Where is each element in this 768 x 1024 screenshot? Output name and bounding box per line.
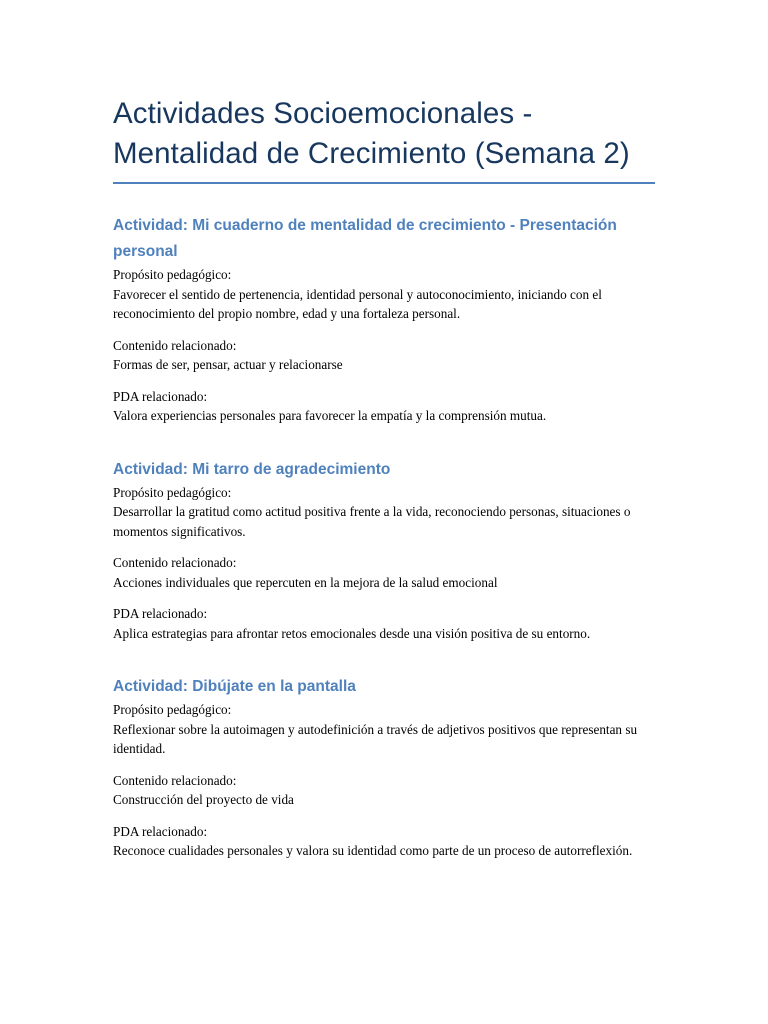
activity-heading: Actividad: Mi cuaderno de mentalidad de crecimiento - Presentación personal: [113, 217, 617, 260]
pda-text: Valora experiencias personales para favorecer la empatía y la comprensión mutua.: [113, 408, 547, 423]
content-field: [113, 771, 656, 810]
activity-heading: Actividad: Mi tarro de agradecimiento: [113, 460, 391, 478]
document-title-line-2: Mentalidad de Crecimiento (Semana 2): [113, 137, 630, 170]
document-title: [113, 94, 656, 174]
content-label: Contenido relacionado:: [113, 337, 237, 353]
activity-section-1: [113, 213, 656, 426]
content-field: [113, 336, 656, 375]
title-underline: [113, 182, 655, 184]
purpose-label: Propósito pedagógico:: [113, 702, 232, 717]
document-title-line-1: Actividades Socioemocionales -: [113, 97, 533, 130]
content-label: Contenido relacionado:: [113, 772, 237, 788]
purpose-field: [113, 265, 656, 324]
purpose-text: Favorecer el sentido de pertenencia, identidad personal y autoconocimiento, iniciando con el reconocimiento del propio nombre, edad y una fortaleza personal.: [113, 286, 602, 321]
purpose-text: Desarrollar la gratitud como actitud positiva frente a la vida, reconociendo personas, situaciones o momentos significativos.: [113, 504, 631, 539]
pda-text: Aplica estrategias para afrontar retos emocionales desde una visión positiva de su entorno.: [113, 625, 591, 641]
pda-label: PDA relacionado:: [113, 388, 208, 404]
pda-label: PDA relacionado:: [113, 606, 208, 621]
content-text: Acciones individuales que repercuten en la mejora de la salud emocional: [113, 574, 498, 590]
activity-section-3: [113, 674, 656, 861]
purpose-label: Propósito pedagógico:: [113, 267, 232, 282]
activity-section-2: [113, 457, 656, 644]
purpose-field: [113, 700, 656, 759]
purpose-label: Propósito pedagógico:: [113, 484, 232, 500]
purpose-field: [113, 483, 656, 542]
pda-text: Reconoce cualidades personales y valora su identidad como parte de un proceso de autorreflexión.: [113, 843, 633, 858]
pda-label: PDA relacionado:: [113, 823, 208, 839]
content-text: Construcción del proyecto de vida: [113, 792, 294, 807]
content-text: Formas de ser, pensar, actuar y relacionarse: [113, 357, 343, 372]
content-label: Contenido relacionado:: [113, 555, 237, 570]
pda-field: [113, 822, 656, 861]
pda-field: [113, 387, 656, 426]
purpose-text: Reflexionar sobre la autoimagen y autodefinición a través de adjetivos positivos que representan su identidad.: [113, 721, 638, 756]
content-field: [113, 553, 656, 592]
activity-heading: Actividad: Dibújate en la pantalla: [113, 678, 356, 695]
pda-field: [113, 604, 656, 643]
